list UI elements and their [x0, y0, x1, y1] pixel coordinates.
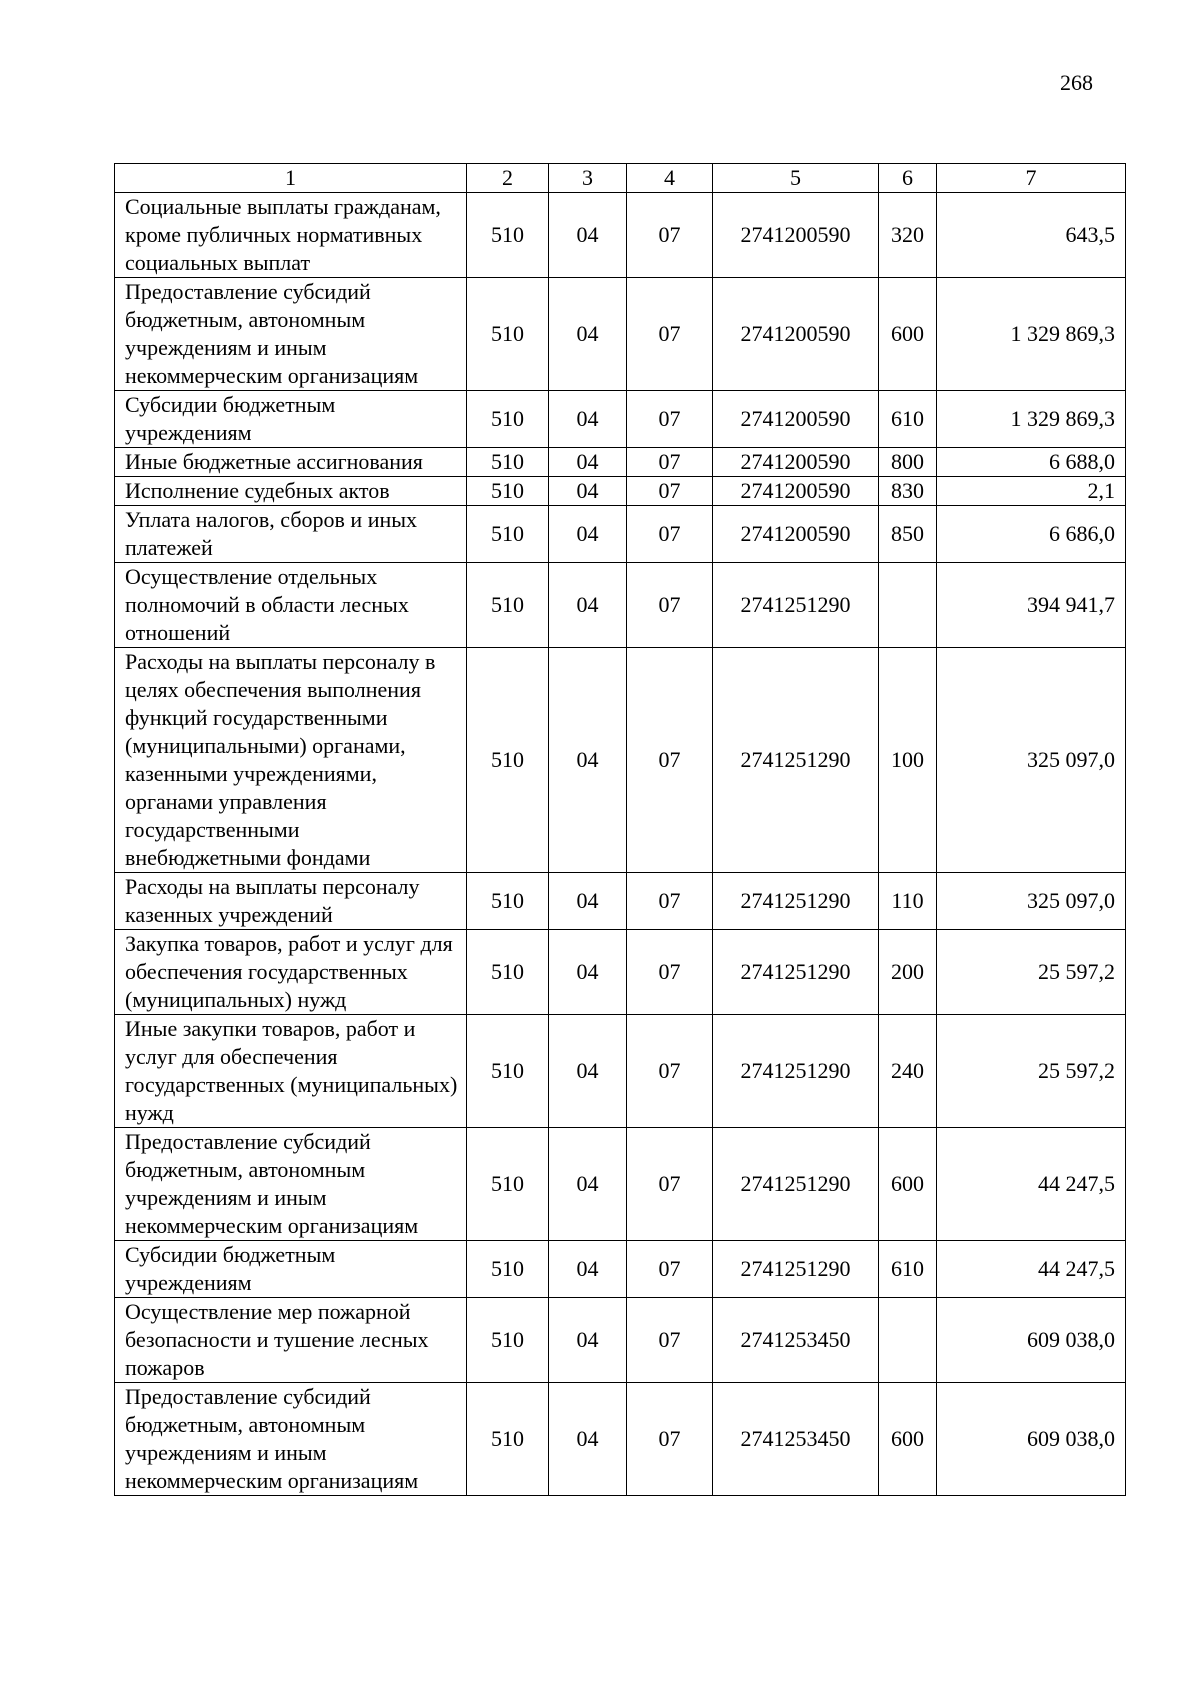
row-name-cell: Субсидии бюджетным учреждениям	[115, 1241, 467, 1298]
row-name-cell: Расходы на выплаты персоналу казенных учреждений	[115, 873, 467, 930]
row-cell-6: 830	[879, 477, 937, 506]
row-cell-3: 04	[549, 1128, 627, 1241]
row-name-cell: Предоставление субсидий бюджетным, автономным учреждениям и иным некоммерческим организациям	[115, 278, 467, 391]
row-cell-2: 510	[467, 391, 549, 448]
row-cell-4: 07	[627, 1298, 713, 1383]
row-cell-5: 2741251290	[713, 563, 879, 648]
header-cell: 5	[713, 164, 879, 193]
row-cell-3: 04	[549, 648, 627, 873]
table-row	[115, 193, 1126, 278]
row-cell-3: 04	[549, 1383, 627, 1496]
row-cell-5: 2741251290	[713, 1241, 879, 1298]
row-cell-5: 2741253450	[713, 1298, 879, 1383]
row-amount-cell: 394 941,7	[937, 563, 1126, 648]
row-cell-2: 510	[467, 1298, 549, 1383]
table-row	[115, 448, 1126, 477]
row-cell-2: 510	[467, 278, 549, 391]
row-cell-3: 04	[549, 448, 627, 477]
row-cell-6	[879, 1298, 937, 1383]
row-amount-cell: 609 038,0	[937, 1298, 1126, 1383]
row-cell-2: 510	[467, 506, 549, 563]
row-cell-3: 04	[549, 506, 627, 563]
row-amount-cell: 25 597,2	[937, 1015, 1126, 1128]
row-cell-6: 200	[879, 930, 937, 1015]
row-cell-5: 2741251290	[713, 1128, 879, 1241]
row-cell-2: 510	[467, 873, 549, 930]
row-cell-2: 510	[467, 1241, 549, 1298]
row-cell-4: 07	[627, 477, 713, 506]
row-cell-3: 04	[549, 193, 627, 278]
row-amount-cell: 6 686,0	[937, 506, 1126, 563]
row-cell-4: 07	[627, 448, 713, 477]
budget-table	[114, 163, 1126, 1496]
row-cell-5: 2741200590	[713, 391, 879, 448]
row-cell-6: 610	[879, 1241, 937, 1298]
row-cell-4: 07	[627, 1128, 713, 1241]
row-cell-5: 2741200590	[713, 448, 879, 477]
row-cell-6: 600	[879, 1383, 937, 1496]
row-name-cell: Иные бюджетные ассигнования	[115, 448, 467, 477]
row-cell-3: 04	[549, 563, 627, 648]
row-cell-2: 510	[467, 1383, 549, 1496]
row-cell-3: 04	[549, 1015, 627, 1128]
table-row	[115, 563, 1126, 648]
table-row	[115, 873, 1126, 930]
row-cell-2: 510	[467, 448, 549, 477]
row-name-cell: Исполнение судебных актов	[115, 477, 467, 506]
row-name-cell: Осуществление отдельных полномочий в области лесных отношений	[115, 563, 467, 648]
row-cell-4: 07	[627, 648, 713, 873]
table-row	[115, 930, 1126, 1015]
row-cell-5: 2741251290	[713, 873, 879, 930]
row-cell-6: 100	[879, 648, 937, 873]
page-number: 268	[1060, 70, 1093, 95]
row-cell-3: 04	[549, 1241, 627, 1298]
row-cell-6: 800	[879, 448, 937, 477]
row-amount-cell: 643,5	[937, 193, 1126, 278]
row-cell-6: 600	[879, 278, 937, 391]
row-cell-3: 04	[549, 1298, 627, 1383]
row-cell-5: 2741200590	[713, 506, 879, 563]
header-cell: 6	[879, 164, 937, 193]
row-amount-cell: 1 329 869,3	[937, 391, 1126, 448]
row-cell-2: 510	[467, 193, 549, 278]
row-cell-2: 510	[467, 563, 549, 648]
row-amount-cell: 44 247,5	[937, 1128, 1126, 1241]
row-name-cell: Осуществление мер пожарной безопасности и тушение лесных пожаров	[115, 1298, 467, 1383]
row-name-cell: Социальные выплаты гражданам, кроме публичных нормативных социальных выплат	[115, 193, 467, 278]
table-header-row	[115, 164, 1126, 193]
row-name-cell: Субсидии бюджетным учреждениям	[115, 391, 467, 448]
table-row	[115, 1128, 1126, 1241]
row-cell-5: 2741251290	[713, 1015, 879, 1128]
table-row	[115, 391, 1126, 448]
row-cell-4: 07	[627, 391, 713, 448]
row-name-cell: Предоставление субсидий бюджетным, автономным учреждениям и иным некоммерческим организациям	[115, 1128, 467, 1241]
header-cell: 2	[467, 164, 549, 193]
row-cell-4: 07	[627, 193, 713, 278]
row-cell-6: 240	[879, 1015, 937, 1128]
row-cell-6	[879, 563, 937, 648]
header-cell: 7	[937, 164, 1126, 193]
row-cell-3: 04	[549, 391, 627, 448]
row-cell-5: 2741200590	[713, 193, 879, 278]
table-row	[115, 1241, 1126, 1298]
row-cell-3: 04	[549, 873, 627, 930]
row-amount-cell: 325 097,0	[937, 648, 1126, 873]
row-cell-2: 510	[467, 648, 549, 873]
row-cell-6: 850	[879, 506, 937, 563]
row-cell-3: 04	[549, 278, 627, 391]
row-cell-2: 510	[467, 1128, 549, 1241]
row-name-cell: Закупка товаров, работ и услуг для обеспечения государственных (муниципальных) нужд	[115, 930, 467, 1015]
row-amount-cell: 609 038,0	[937, 1383, 1126, 1496]
row-amount-cell: 44 247,5	[937, 1241, 1126, 1298]
header-cell: 3	[549, 164, 627, 193]
table-row	[115, 278, 1126, 391]
table-row	[115, 1298, 1126, 1383]
row-cell-4: 07	[627, 506, 713, 563]
header-cell: 4	[627, 164, 713, 193]
row-cell-2: 510	[467, 930, 549, 1015]
row-cell-6: 110	[879, 873, 937, 930]
row-cell-4: 07	[627, 278, 713, 391]
row-cell-4: 07	[627, 1383, 713, 1496]
row-cell-6: 600	[879, 1128, 937, 1241]
row-cell-3: 04	[549, 477, 627, 506]
table-row	[115, 477, 1126, 506]
row-cell-4: 07	[627, 873, 713, 930]
row-name-cell: Предоставление субсидий бюджетным, автономным учреждениям и иным некоммерческим организациям	[115, 1383, 467, 1496]
row-cell-4: 07	[627, 930, 713, 1015]
row-name-cell: Уплата налогов, сборов и иных платежей	[115, 506, 467, 563]
row-cell-3: 04	[549, 930, 627, 1015]
table-row	[115, 1015, 1126, 1128]
row-cell-5: 2741200590	[713, 477, 879, 506]
table-row	[115, 648, 1126, 873]
row-cell-4: 07	[627, 563, 713, 648]
row-amount-cell: 325 097,0	[937, 873, 1126, 930]
row-cell-5: 2741251290	[713, 930, 879, 1015]
row-name-cell: Иные закупки товаров, работ и услуг для обеспечения государственных (муниципальных) нужд	[115, 1015, 467, 1128]
row-cell-4: 07	[627, 1015, 713, 1128]
row-name-cell: Расходы на выплаты персоналу в целях обеспечения выполнения функций государственными (муниципальными) органами, казенными учреждениями, органами управления государственными внебюджетными фондами	[115, 648, 467, 873]
row-amount-cell: 1 329 869,3	[937, 278, 1126, 391]
row-cell-4: 07	[627, 1241, 713, 1298]
row-cell-2: 510	[467, 1015, 549, 1128]
row-cell-5: 2741200590	[713, 278, 879, 391]
row-cell-5: 2741251290	[713, 648, 879, 873]
table-row	[115, 1383, 1126, 1496]
table-row	[115, 506, 1126, 563]
row-amount-cell: 25 597,2	[937, 930, 1126, 1015]
row-cell-6: 610	[879, 391, 937, 448]
row-cell-6: 320	[879, 193, 937, 278]
header-cell: 1	[115, 164, 467, 193]
row-amount-cell: 2,1	[937, 477, 1126, 506]
row-cell-5: 2741253450	[713, 1383, 879, 1496]
row-cell-2: 510	[467, 477, 549, 506]
table-body	[115, 164, 1126, 1496]
row-amount-cell: 6 688,0	[937, 448, 1126, 477]
